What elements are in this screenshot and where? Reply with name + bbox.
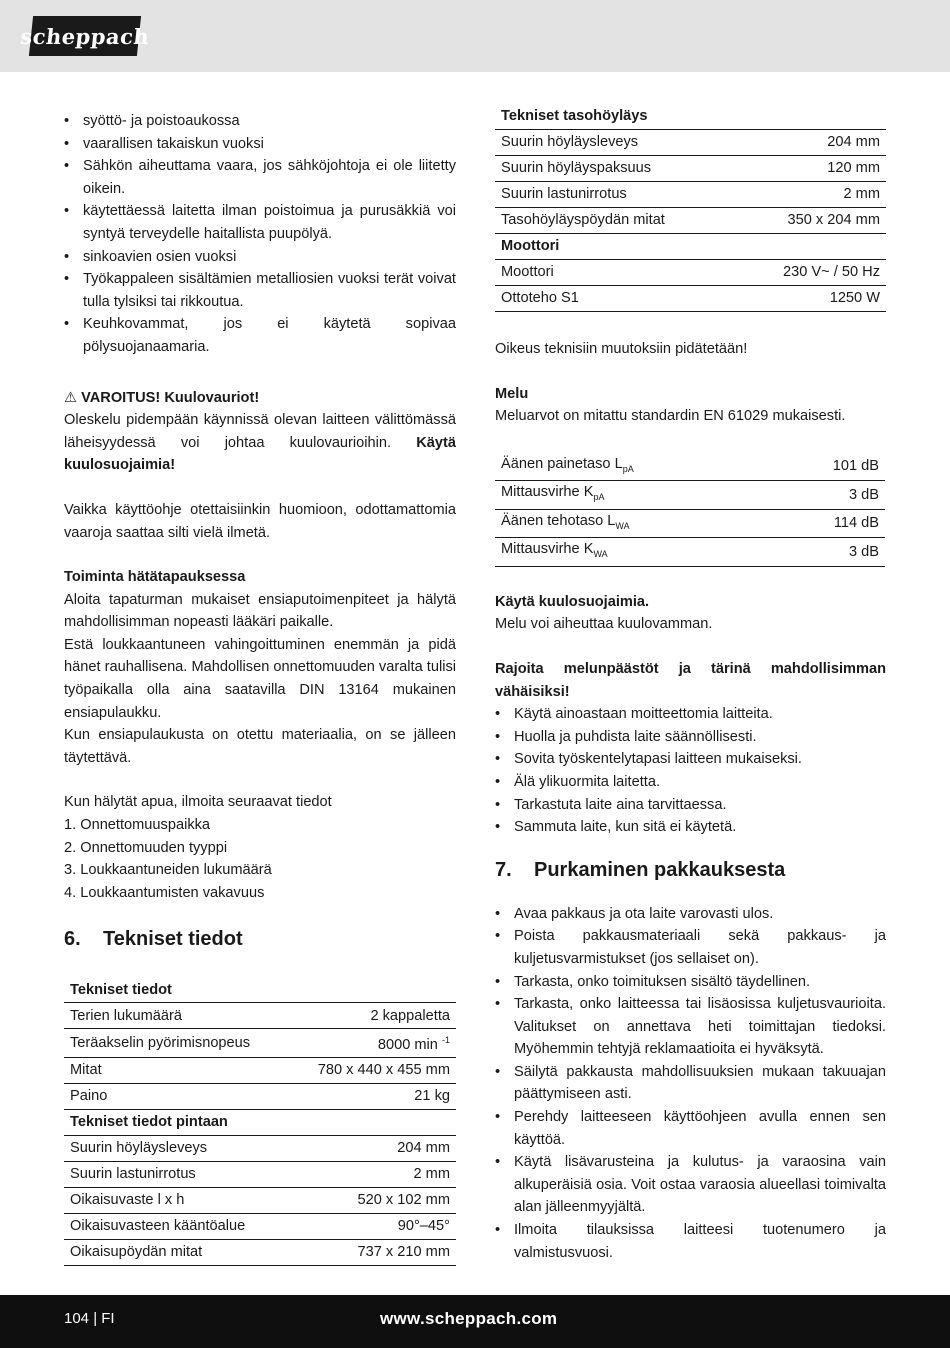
- scheppach-logo: scheppach: [29, 16, 141, 56]
- section-6-heading: [64, 926, 456, 952]
- hazard-list: [64, 110, 456, 359]
- spec-value: 2 mm: [736, 182, 886, 208]
- spec-label: Suurin höyläysleveys: [495, 130, 736, 156]
- table-row: [495, 453, 885, 481]
- list-item: • Sovita työskentelytapasi laitteen mukaiseksi.: [495, 748, 886, 771]
- list-item: • sinkoavien osien vuoksi: [64, 246, 456, 269]
- noise-text: Meluarvot on mitattu standardin EN 61029 mukaisesti.: [495, 408, 846, 425]
- list-item: • Käytä lisävarusteina ja kulutus- ja varaosina vain alkuperäisiä osia. Voit ostaa varaosia alueellasi toimivalta alan jälleenmyyjältä.: [495, 1151, 886, 1219]
- spec-value: 8000 min: [377, 1037, 438, 1054]
- list-item: • Huolla ja puhdista laite säännöllisesti.: [495, 726, 886, 749]
- list-item: • Poista pakkausmateriaali sekä pakkaus- ja kuljetusvarmistukset (jos sellaiset on).: [495, 925, 886, 970]
- spec-value: 350 x 204 mm: [736, 208, 886, 234]
- noise-value: 114 dB: [773, 509, 885, 538]
- unpacking-list: [495, 903, 886, 1265]
- table-row: [64, 1187, 456, 1213]
- list-item: • Työkappaleen sisältämien metalliosien vuoksi terät voivat tulla tylsiksi tai rikkoutua.: [64, 268, 456, 313]
- list-item: • Avaa pakkaus ja ota laite varovasti ulos.: [495, 903, 886, 926]
- table-row: [64, 1029, 456, 1057]
- list-item: • Ilmoita tilauksissa laitteesi tuotenumero ja valmistusvuosi.: [495, 1219, 886, 1264]
- list-item: • Sammuta laite, kun sitä ei käytetä.: [495, 816, 886, 839]
- table-row: [495, 182, 886, 208]
- ear-protection-heading: Käytä kuulosuojaimia.: [495, 593, 650, 610]
- noise-label: Äänen tehotaso L: [501, 512, 616, 529]
- spec-value: 230 V~ / 50 Hz: [736, 260, 886, 286]
- call-info-list: [64, 814, 456, 904]
- spec-label: Oikaisuvaste l x h: [64, 1187, 288, 1213]
- emergency-paragraph-1: Aloita tapaturman mukaiset ensiaputoimenpiteet ja hälytä mahdollisimman nopeasti lääkäri paikalle.: [64, 591, 456, 631]
- noise-subscript: pA: [622, 463, 634, 474]
- spec-label: Oikaisupöydän mitat: [64, 1239, 288, 1265]
- left-column: [64, 110, 456, 1266]
- noise-value: 3 dB: [773, 481, 885, 510]
- table-row: [495, 130, 886, 156]
- list-item: • Säilytä pakkausta mahdollisuuksien mukaan takuuajan päättymiseen asti.: [495, 1061, 886, 1106]
- noise-value: 3 dB: [773, 538, 885, 567]
- spec-label: Suurin höyläysleveys: [64, 1135, 288, 1161]
- table-row: [64, 1003, 456, 1029]
- spec-value: 520 x 102 mm: [288, 1187, 456, 1213]
- spec-value: 204 mm: [288, 1135, 456, 1161]
- noise-label-cell: [495, 509, 773, 538]
- page-footer: [0, 1295, 950, 1348]
- noise-table: [495, 453, 885, 567]
- table-heading: Moottori: [495, 234, 886, 260]
- table-header-row: [495, 234, 886, 260]
- warning-emphasis: Käytä kuulosuojaimia!: [64, 434, 456, 474]
- ear-protection-text: Melu voi aiheuttaa kuulovamman.: [495, 616, 713, 633]
- spec-value: 2 kappaletta: [288, 1003, 456, 1029]
- limit-emissions-list: [495, 703, 886, 839]
- table-row: [64, 1161, 456, 1187]
- table-header-row: [64, 1109, 456, 1135]
- spec-label: Tasohöyläyspöydän mitat: [495, 208, 736, 234]
- table-row: [495, 208, 886, 234]
- spec-value: 737 x 210 mm: [288, 1239, 456, 1265]
- list-item: • syöttö- ja poistoaukossa: [64, 110, 456, 133]
- table-row: [64, 1135, 456, 1161]
- section-number: 6.: [64, 928, 81, 951]
- spec-label: Moottori: [495, 260, 736, 286]
- table-header-row: [64, 977, 456, 1003]
- section-title: Tekniset tiedot: [103, 928, 243, 951]
- list-item: • Älä ylikuormita laitetta.: [495, 771, 886, 794]
- spec-value: 204 mm: [736, 130, 886, 156]
- table-heading: Tekniset tiedot: [64, 977, 456, 1003]
- changes-note: Oikeus teknisiin muutoksiin pidätetään!: [495, 341, 748, 357]
- table-row: [64, 1057, 456, 1083]
- noise-label-cell: [495, 538, 773, 567]
- noise-label: Äänen painetaso L: [501, 455, 623, 472]
- noise-label-cell: [495, 481, 773, 510]
- table-row: [495, 156, 886, 182]
- table-row: [64, 1239, 456, 1265]
- noise-label: Mittausvirhe K: [501, 541, 594, 558]
- spec-superscript: -1: [441, 1035, 450, 1046]
- emergency-paragraph-3: Kun ensiapulaukusta on otettu materiaalia, on se jälleen täytettävä.: [64, 727, 456, 766]
- list-item: 2. Onnettomuuden tyyppi: [64, 839, 228, 856]
- spec-label: Paino: [64, 1083, 288, 1109]
- spec-label: Suurin höyläyspaksuus: [495, 156, 736, 182]
- spec-value: 21 kg: [288, 1083, 456, 1109]
- page-header: [0, 0, 950, 72]
- table-heading: Tekniset tasohöyläys: [495, 104, 886, 130]
- noise-label-cell: [495, 453, 773, 481]
- list-item: 4. Loukkaantumisten vakavuus: [64, 884, 265, 901]
- warning-heading: [64, 387, 456, 410]
- table-row: [495, 260, 886, 286]
- noise-heading: Melu: [495, 385, 529, 402]
- list-item: • vaarallisen takaiskun vuoksi: [64, 133, 456, 156]
- call-intro: Kun hälytät apua, ilmoita seuraavat tiedot: [64, 794, 332, 811]
- warning-triangle-icon: ⚠: [64, 389, 78, 406]
- list-item: • käytettäessä laitetta ilman poistoimua ja purusäkkiä voi syntyä terveydelle haitallista puupölyä.: [64, 200, 456, 245]
- list-item: • Tarkastuta laite aina tarvittaessa.: [495, 794, 886, 817]
- noise-value: 101 dB: [773, 453, 885, 481]
- table-row: [495, 481, 885, 510]
- warning-text: Oleskelu pidempään käynnissä olevan laitteen välittömässä läheisyydessä voi johtaa kuulovaurioihin.: [64, 412, 456, 451]
- table-row: [495, 286, 886, 312]
- noise-label: Mittausvirhe K: [501, 484, 594, 501]
- spec-label: Mitat: [64, 1057, 288, 1083]
- noise-subscript: WA: [593, 549, 608, 560]
- limit-emissions-heading: Rajoita melunpäästöt ja tärinä mahdollisimman vähäisiksi!: [495, 660, 886, 700]
- noise-subscript: pA: [593, 492, 605, 503]
- list-item: • Käytä ainoastaan moitteettomia laitteita.: [495, 703, 886, 726]
- list-item: • Sähkön aiheuttama vaara, jos sähköjohtoja ei ole liitetty oikein.: [64, 155, 456, 200]
- spec-label: Terien lukumäärä: [64, 1003, 288, 1029]
- page-number: 104 | FI: [64, 1310, 115, 1327]
- website-link[interactable]: www.scheppach.com: [380, 1309, 558, 1328]
- spec-value-cell: [288, 1029, 456, 1057]
- spec-label: Teräakselin pyörimisnopeus: [64, 1029, 288, 1057]
- emergency-paragraph-2: Estä loukkaantuneen vahingoittuminen enemmän ja pidä hänet rauhallisena. Mahdollisen onnettomuuden varalta tulisi työpaikalla olla aina saatavilla DIN 13164 mukainen ensiapulaukku.: [64, 636, 456, 721]
- tech-specs-table: [64, 977, 456, 1265]
- right-column: [495, 104, 886, 1264]
- table-row: [495, 538, 885, 567]
- table-header-row: [495, 104, 886, 130]
- section-title: Purkaminen pakkauksesta: [534, 858, 786, 881]
- list-item: 3. Loukkaantuneiden lukumäärä: [64, 862, 272, 879]
- spec-value: 780 x 440 x 455 mm: [288, 1057, 456, 1083]
- warning-title: VAROITUS! Kuulovauriot!: [81, 389, 260, 406]
- spec-label: Suurin lastunirrotus: [495, 182, 736, 208]
- emergency-heading: Toiminta hätätapauksessa: [64, 569, 246, 586]
- residual-risk-text: Vaikka käyttöohje otettaisiinkin huomioon, odottamattomia vaaroja saattaa silti vielä ilmetä.: [64, 501, 456, 541]
- section-7-heading: [495, 857, 886, 883]
- noise-subscript: WA: [615, 520, 630, 531]
- list-item: 1. Onnettomuuspaikka: [64, 817, 211, 834]
- spec-label: Suurin lastunirrotus: [64, 1161, 288, 1187]
- table-heading: Tekniset tiedot pintaan: [64, 1109, 456, 1135]
- list-item: • Perehdy laitteeseen käyttöohjeen avulla ennen sen käyttöä.: [495, 1106, 886, 1151]
- spec-value: 2 mm: [288, 1161, 456, 1187]
- spec-label: Ottoteho S1: [495, 286, 736, 312]
- list-item: • Tarkasta, onko laitteessa tai lisäosissa kuljetusvaurioita. Valitukset on annettava heti toimittajan tiedoksi. Myöhemmin tehtyjä reklamaatioita ei hyväksytä.: [495, 993, 886, 1061]
- list-item: • Keuhkovammat, jos ei käytetä sopivaa pölysuojanaamaria.: [64, 313, 456, 358]
- spec-value: 1250 W: [736, 286, 886, 312]
- spec-label: Oikaisuvasteen kääntöalue: [64, 1213, 288, 1239]
- warning-paragraph: [64, 409, 456, 477]
- spec-value: 120 mm: [736, 156, 886, 182]
- table-row: [64, 1213, 456, 1239]
- table-row: [64, 1083, 456, 1109]
- table-row: [495, 509, 885, 538]
- planer-specs-table: [495, 104, 886, 312]
- list-item: • Tarkasta, onko toimituksen sisältö täydellinen.: [495, 971, 886, 994]
- section-number: 7.: [495, 858, 512, 881]
- spec-value: 90°–45°: [288, 1213, 456, 1239]
